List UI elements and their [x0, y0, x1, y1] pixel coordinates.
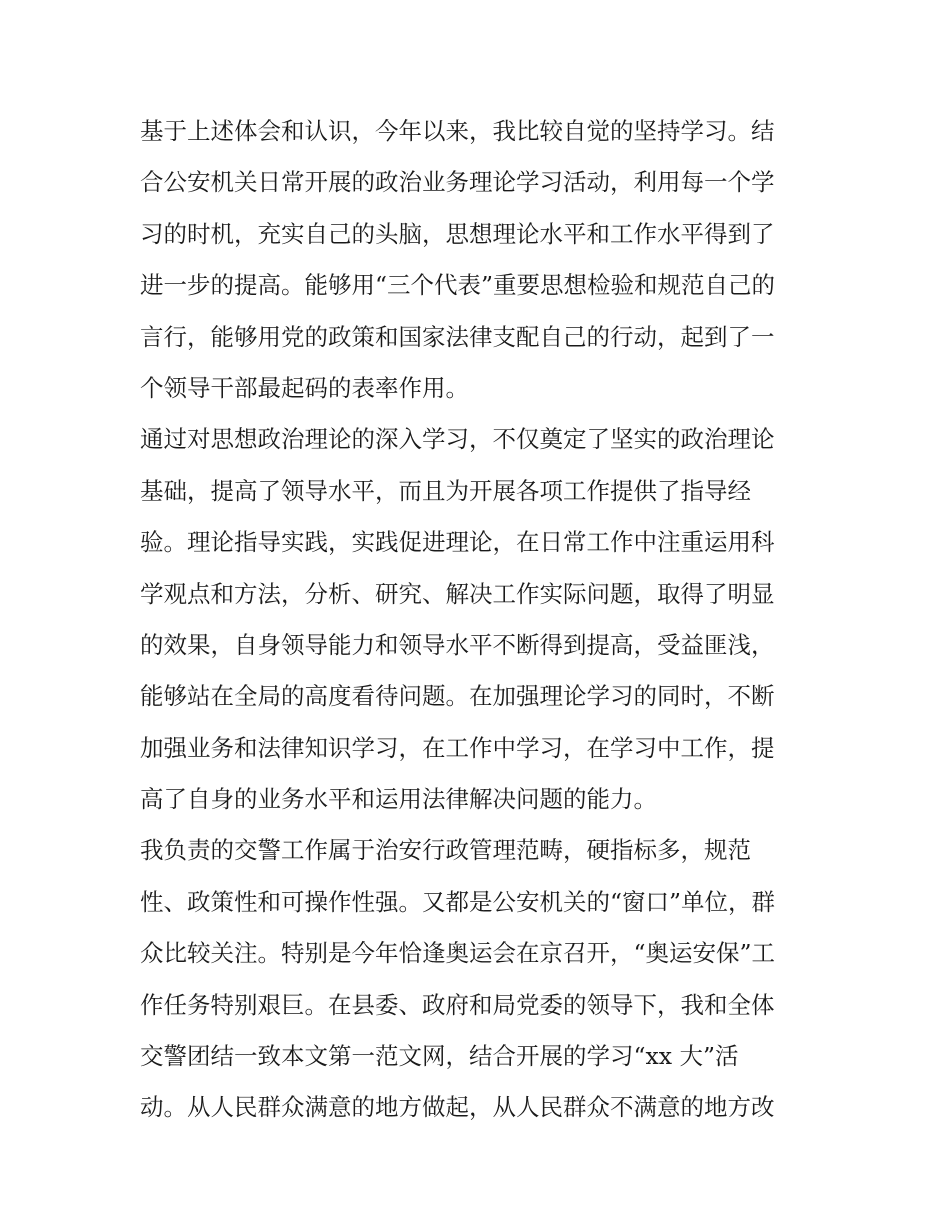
text-line: 加强业务和法律知识学习，在工作中学习，在学习中工作，提 — [140, 733, 775, 762]
text-line: 动。从人民群众满意的地方做起，从人民群众不满意的地方改 — [140, 1093, 775, 1122]
text-line: 性、政策性和可操作性强。又都是公安机关的“窗口”单位，群 — [140, 887, 776, 916]
text-line: 通过对思想政治理论的深入学习，不仅奠定了坚实的政治理论 — [140, 425, 775, 454]
text-line: 个领导干部最起码的表率作用。 — [140, 373, 469, 402]
text-line: 高了自身的业务水平和运用法律解决问题的能力。 — [140, 785, 657, 814]
text-line: 众比较关注。特别是今年恰逢奥运会在京召开，“奥运安保”工 — [140, 939, 776, 968]
text-line: 言行，能够用党的政策和国家法律支配自己的行动，起到了一 — [140, 322, 775, 351]
text-line: 我负责的交警工作属于治安行政管理范畴，硬指标多，规范 — [140, 836, 751, 865]
text-line: 交警团结一致本文第一范文网，结合开展的学习“xx 大”活 — [140, 1042, 739, 1071]
text-line: 合公安机关日常开展的政治业务理论学习活动，利用每一个学 — [140, 168, 775, 197]
text-line: 习的时机，充实自己的头脑，思想理论水平和工作水平得到了 — [140, 219, 775, 248]
text-line: 进一步的提高。能够用“三个代表”重要思想检验和规范自己的 — [140, 271, 776, 300]
body-text — [140, 106, 820, 1134]
text-line: 基于上述体会和认识，今年以来，我比较自觉的坚持学习。结 — [140, 117, 775, 145]
text-line: 的效果，自身领导能力和领导水平不断得到提高，受益匪浅， — [140, 630, 775, 659]
text-line: 能够站在全局的高度看待问题。在加强理论学习的同时，不断 — [140, 682, 775, 711]
text-line: 基础，提高了领导水平，而且为开展各项工作提供了指导经 — [140, 476, 751, 505]
text-line: 作任务特别艰巨。在县委、政府和局党委的领导下，我和全体 — [140, 990, 775, 1019]
text-line: 验。理论指导实践，实践促进理论，在日常工作中注重运用科 — [140, 528, 775, 557]
text-line: 学观点和方法，分析、研究、解决工作实际问题，取得了明显 — [140, 579, 775, 608]
